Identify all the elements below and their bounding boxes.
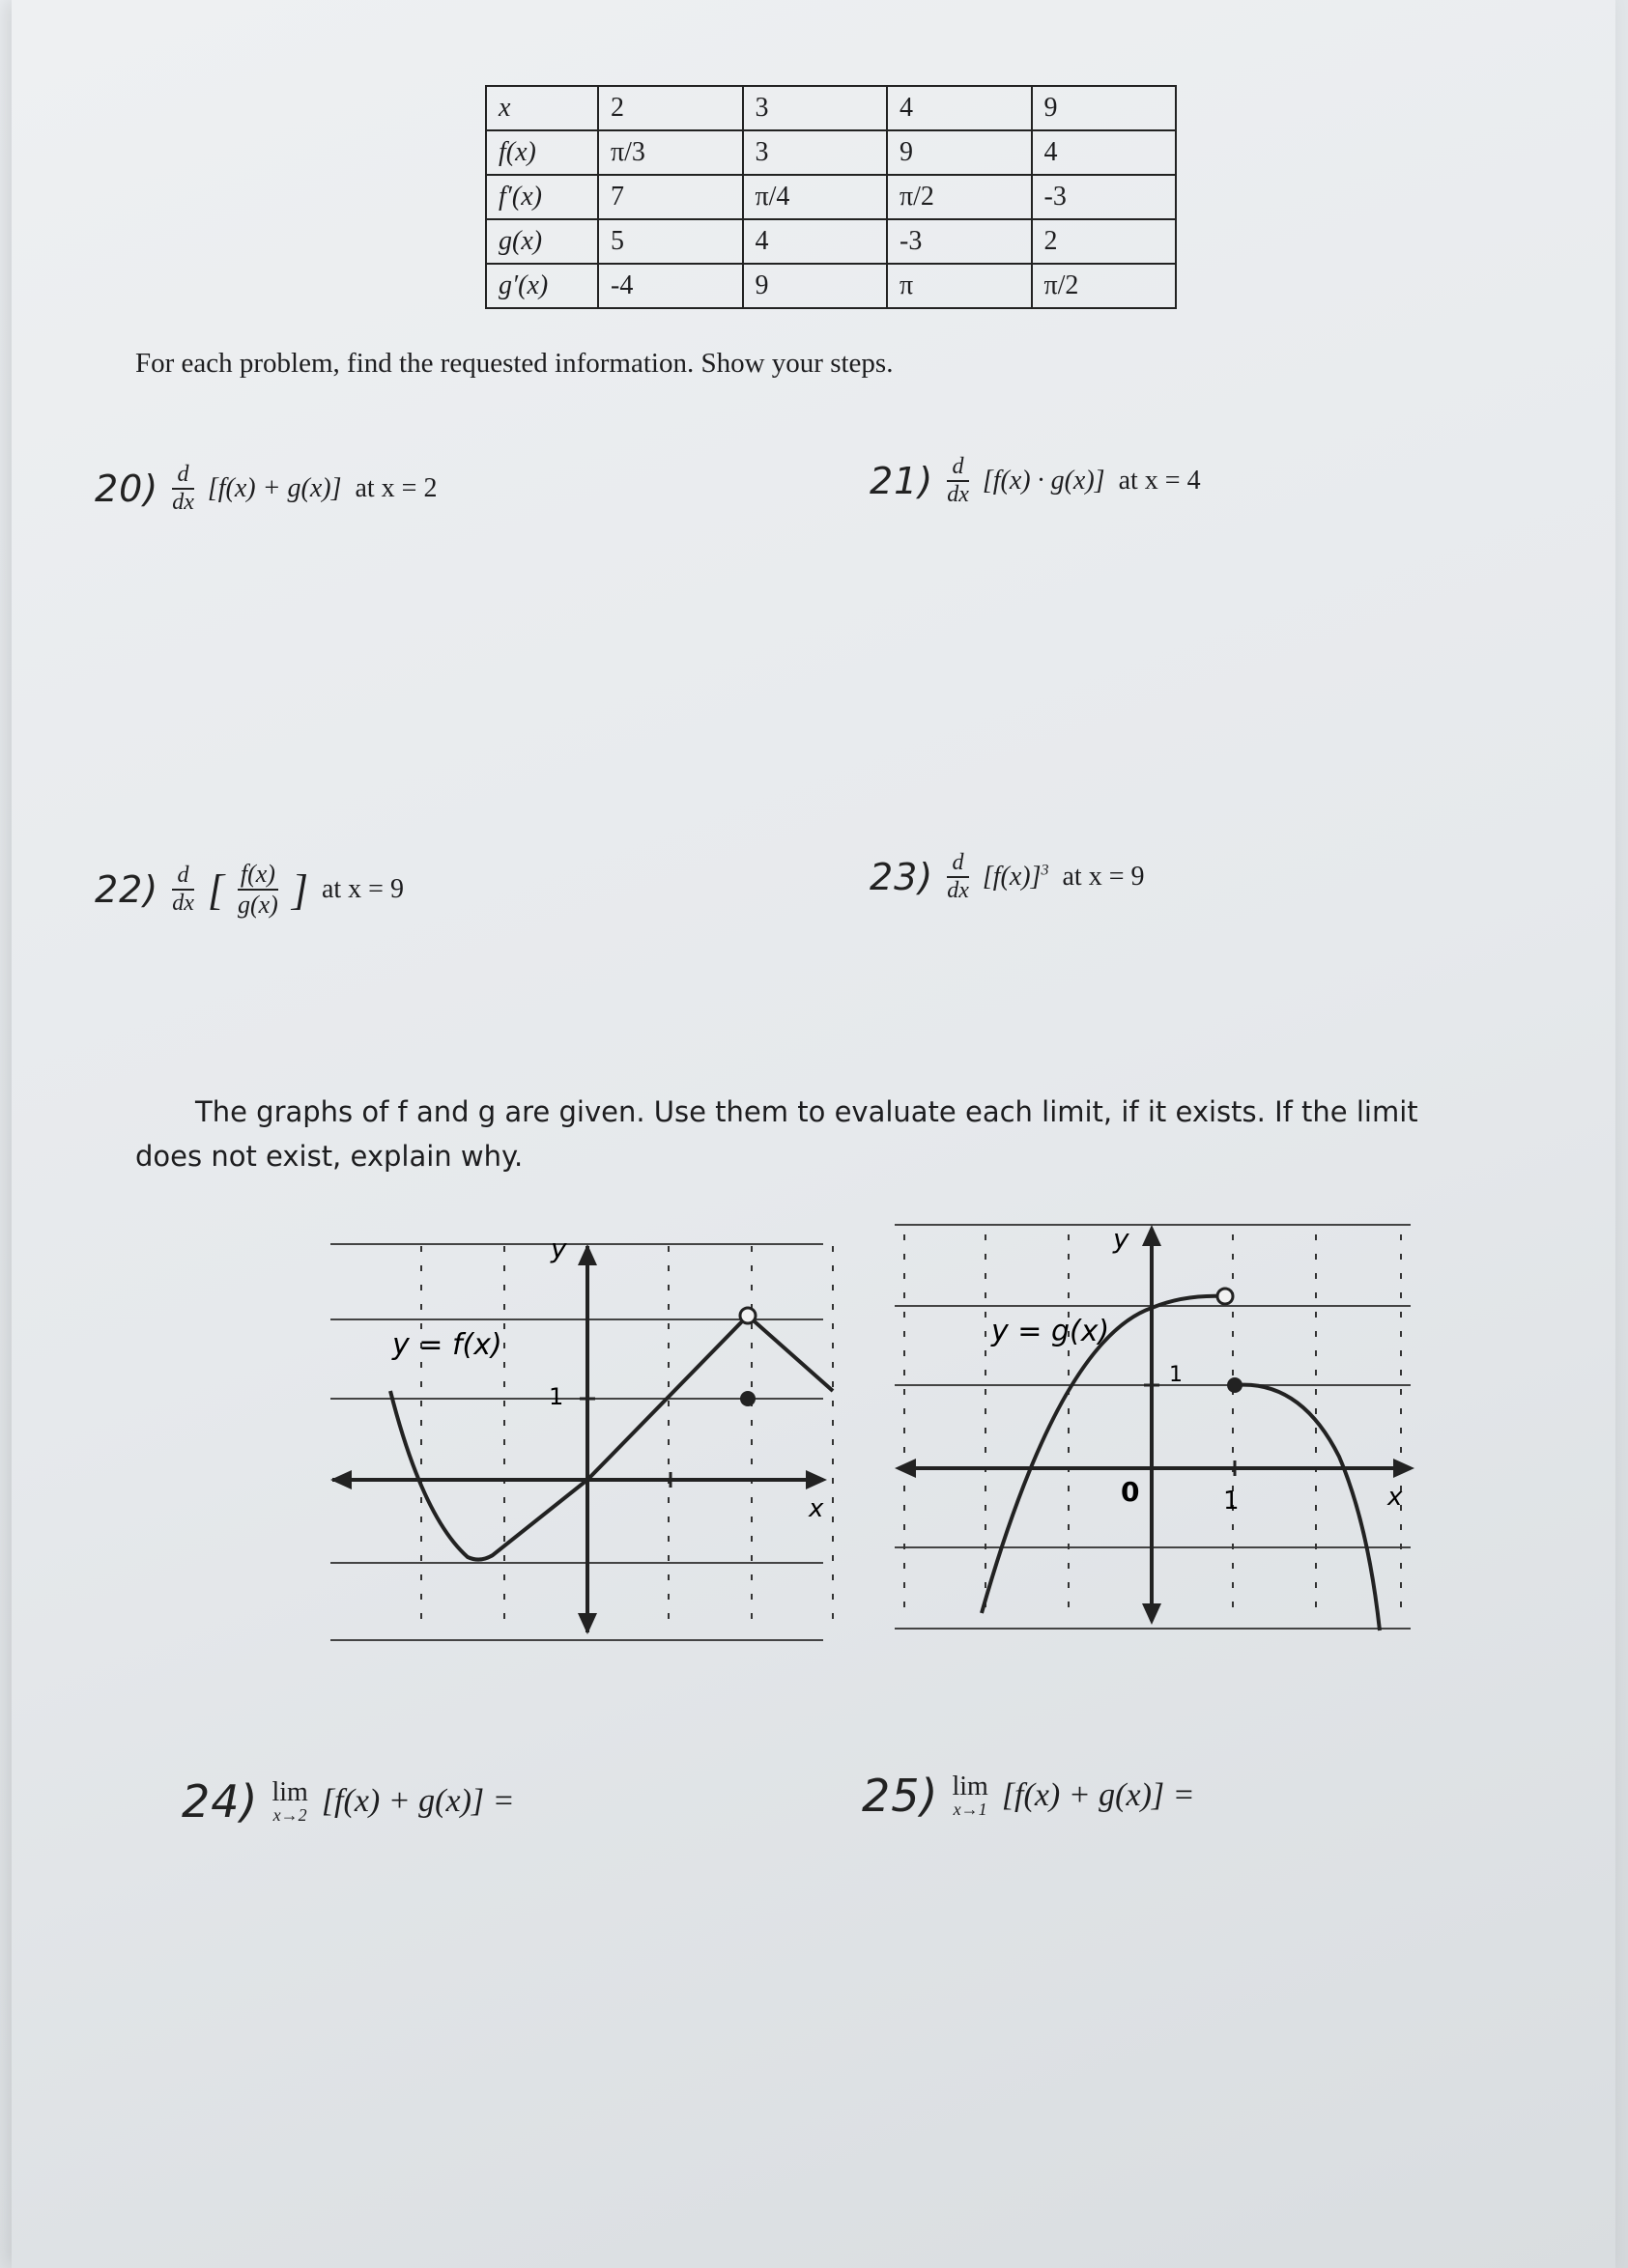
problem-20	[95, 462, 437, 516]
frac-numerator: d	[952, 850, 964, 875]
function-label: y = f(x)	[392, 1328, 502, 1362]
table-header-cell: 2	[598, 86, 743, 130]
table-cell: -3	[887, 219, 1032, 264]
frac-denominator: g(x)	[237, 891, 278, 919]
tick-label: 1	[549, 1383, 564, 1410]
derivative-operator	[947, 454, 969, 508]
table-row-label: g′(x)	[486, 264, 598, 308]
problem-number: 24)	[182, 1775, 259, 1828]
function-label: y = g(x)	[991, 1315, 1110, 1348]
problem-25	[862, 1770, 1195, 1822]
limit-word: lim	[952, 1772, 988, 1801]
y-axis-label: y	[551, 1233, 567, 1264]
table-row-label: g(x)	[486, 219, 598, 264]
limit-operator	[952, 1773, 987, 1818]
frac-denominator: dx	[172, 891, 194, 916]
frac-numerator: d	[177, 462, 189, 487]
problem-expression: [f(x) + g(x)]	[207, 473, 342, 503]
x-axis-label: x	[1387, 1483, 1403, 1512]
table-cell: 5	[598, 219, 743, 264]
limit-subscript: x→2	[272, 1805, 307, 1825]
table-header-cell: 4	[887, 86, 1032, 130]
y-axis-arrow-up	[578, 1244, 597, 1265]
problem-expression: [f(x) · g(x)]	[982, 466, 1105, 496]
closed-point	[1227, 1377, 1242, 1393]
tick-label-y: 1	[1169, 1363, 1183, 1387]
table-cell: π/2	[887, 175, 1032, 219]
power-base: [f(x)]	[982, 862, 1042, 892]
problem-number: 20)	[95, 468, 159, 510]
table-header-cell: 3	[743, 86, 888, 130]
problem-condition: at x = 2	[355, 473, 438, 503]
table-row	[486, 219, 1176, 264]
table-cell: 9	[743, 264, 888, 308]
limit-subscript: x→1	[953, 1800, 987, 1819]
table-cell: -3	[1032, 175, 1177, 219]
problem-number: 22)	[95, 868, 159, 911]
open-point	[740, 1308, 756, 1323]
problem-expression: [f(x) + g(x)] =	[1001, 1777, 1195, 1813]
instructions-line-1: The graphs of f and g are given. Use them to evaluate each limit, if it exists. If the limit	[195, 1095, 1418, 1128]
y-axis-arrow-down	[578, 1613, 597, 1634]
graphs-instructions	[135, 1090, 1565, 1178]
y-axis-label: y	[1113, 1223, 1129, 1255]
table-cell: 4	[743, 219, 888, 264]
derivative-operator	[947, 850, 969, 904]
x-axis-label: x	[809, 1494, 824, 1523]
table-cell: 2	[1032, 219, 1177, 264]
table-row	[486, 264, 1176, 308]
bracket-left: [	[207, 865, 224, 914]
table-cell: 7	[598, 175, 743, 219]
frac-numerator: f(x)	[240, 860, 275, 888]
worksheet-page	[12, 0, 1615, 2268]
table-cell: 9	[887, 130, 1032, 175]
closed-point	[740, 1391, 756, 1406]
frac-numerator: d	[177, 863, 189, 888]
problem-22	[95, 860, 404, 920]
table-cell: π/2	[1032, 264, 1177, 308]
y-axis-arrow-up	[1142, 1225, 1161, 1246]
frac-denominator: dx	[172, 490, 194, 515]
graph-g	[885, 1215, 1426, 1640]
limit-operator	[271, 1779, 307, 1824]
table-cell: 3	[743, 130, 888, 175]
x-axis-arrow-left	[895, 1459, 916, 1478]
problem-condition: at x = 9	[321, 874, 404, 904]
derivative-operator	[172, 462, 194, 516]
table-cell: -4	[598, 264, 743, 308]
frac-numerator: d	[952, 454, 964, 479]
limit-word: lim	[271, 1777, 308, 1807]
problem-23	[870, 850, 1145, 904]
table-row-label: f′(x)	[486, 175, 598, 219]
table-row	[486, 130, 1176, 175]
values-table	[485, 85, 1177, 309]
tick-label-x: 1	[1223, 1487, 1240, 1516]
table-row	[486, 175, 1176, 219]
table-cell: π	[887, 264, 1032, 308]
graph-f	[321, 1227, 843, 1652]
quotient-expression	[238, 860, 278, 920]
power-exponent: 3	[1041, 862, 1049, 879]
x-axis-arrow-right	[806, 1470, 827, 1489]
table-cell: π/3	[598, 130, 743, 175]
problem-expression	[983, 862, 1049, 893]
derivative-operator	[172, 863, 194, 917]
x-axis-arrow-right	[1393, 1459, 1414, 1478]
frac-denominator: dx	[947, 482, 969, 507]
problem-condition: at x = 9	[1062, 862, 1145, 892]
g-curve-right	[1235, 1385, 1380, 1630]
problem-21	[870, 454, 1201, 508]
problem-number: 21)	[870, 460, 934, 502]
problem-condition: at x = 4	[1118, 466, 1201, 496]
frac-denominator: dx	[947, 878, 969, 903]
problem-number: 25)	[862, 1770, 939, 1822]
origin-label: 0	[1121, 1476, 1140, 1508]
problem-number: 23)	[870, 856, 934, 898]
instructions-line-2: does not exist, explain why.	[135, 1140, 524, 1173]
problem-expression: [f(x) + g(x)] =	[321, 1783, 515, 1819]
table-header-cell: x	[486, 86, 598, 130]
open-point	[1217, 1289, 1233, 1304]
table-cell: 4	[1032, 130, 1177, 175]
instructions: For each problem, find the requested information. Show your steps.	[135, 348, 894, 379]
y-axis-arrow-down	[1142, 1603, 1161, 1625]
table-cell: π/4	[743, 175, 888, 219]
table-row-label: f(x)	[486, 130, 598, 175]
table-header-cell: 9	[1032, 86, 1177, 130]
table-header-row	[486, 86, 1176, 130]
problem-24	[182, 1775, 515, 1828]
bracket-right: ]	[291, 865, 308, 914]
x-axis-arrow-left	[330, 1470, 352, 1489]
